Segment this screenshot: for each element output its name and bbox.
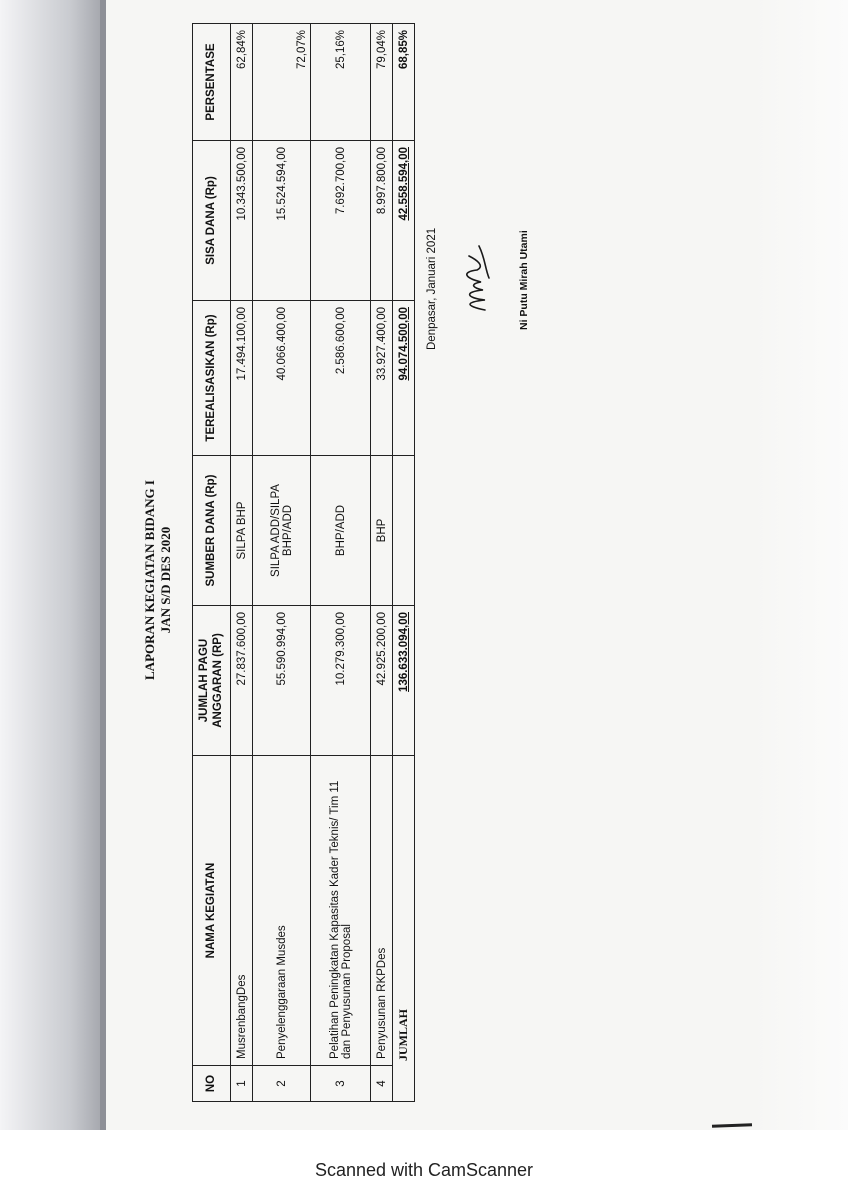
report-table bbox=[192, 23, 415, 1102]
table-row bbox=[231, 24, 253, 1102]
rotated-document bbox=[100, 30, 848, 1130]
cell-pagu: 27.837.600,00 bbox=[231, 606, 253, 756]
cell-pagu: 55.590.994,00 bbox=[253, 606, 311, 756]
scanner-watermark: Scanned with CamScanner bbox=[314, 1160, 534, 1180]
total-realisasi: 94.074.500,00 bbox=[393, 301, 415, 456]
place-date: Denpasar, Januari 2021 bbox=[426, 227, 438, 350]
cell-no: 4 bbox=[371, 1066, 393, 1102]
table-row bbox=[311, 24, 371, 1102]
table-row bbox=[371, 24, 393, 1102]
table-total-row bbox=[393, 24, 415, 1102]
header-sumber-dana: SUMBER DANA (Rp) bbox=[193, 456, 231, 606]
header-persentase: PERSENTASE bbox=[193, 24, 231, 141]
header-jumlah-pagu: JUMLAH PAGU ANGGARAN (RP) bbox=[193, 606, 231, 756]
cell-sumber: BHP bbox=[371, 456, 393, 606]
header-sisa-dana: SISA DANA (Rp) bbox=[193, 141, 231, 301]
cell-realisasi: 33.927.400,00 bbox=[371, 301, 393, 456]
cell-nama: Penyusunan RKPDes bbox=[371, 756, 393, 1066]
cell-persen: 79,04% bbox=[371, 24, 393, 141]
cell-nama: Pelatihan Peningkatan Kapasitas Kader Teknis/ Tim 11 dan Penyusunan Proposal bbox=[311, 756, 371, 1066]
signer-name: Ni Putu Mirah Utami bbox=[518, 230, 530, 330]
table-header-row bbox=[193, 24, 231, 1102]
cell-no: 1 bbox=[231, 1066, 253, 1102]
cell-realisasi: 17.494.100,00 bbox=[231, 301, 253, 456]
document-title: LAPORAN KEGIATAN BIDANG I bbox=[142, 480, 157, 680]
cell-no: 2 bbox=[253, 1066, 311, 1102]
cell-sumber: SILPA ADD/SILPA BHP/ADD bbox=[253, 456, 311, 606]
header-nama-kegiatan: NAMA KEGIATAN bbox=[193, 756, 231, 1066]
total-label: JUMLAH bbox=[393, 756, 415, 1102]
cell-persen: 72,07% bbox=[253, 24, 311, 141]
table-row bbox=[253, 24, 311, 1102]
header-terealisasikan: TEREALISASIKAN (Rp) bbox=[193, 301, 231, 456]
cell-sisa: 7.692.700,00 bbox=[311, 141, 371, 301]
cell-nama: MusrenbangDes bbox=[231, 756, 253, 1066]
handwritten-signature bbox=[455, 238, 500, 318]
cell-nama: Penyelenggaraan Musdes bbox=[253, 756, 311, 1066]
document-subtitle: JAN S/D DES 2020 bbox=[158, 526, 173, 634]
cell-pagu: 42.925.200,00 bbox=[371, 606, 393, 756]
cell-sumber: BHP/ADD bbox=[311, 456, 371, 606]
cell-sumber: SILPA BHP bbox=[231, 456, 253, 606]
total-pagu: 136.633.094,00 bbox=[393, 606, 415, 756]
cell-pagu: 10.279.300,00 bbox=[311, 606, 371, 756]
total-sisa: 42.558.594,00 bbox=[393, 141, 415, 301]
cell-sisa: 15.524.594,00 bbox=[253, 141, 311, 301]
total-persen: 68,85% bbox=[393, 24, 415, 141]
cell-realisasi: 2.586.600,00 bbox=[311, 301, 371, 456]
header-no: NO bbox=[193, 1066, 231, 1102]
total-sumber-empty bbox=[393, 456, 415, 606]
cell-persen: 62,84% bbox=[231, 24, 253, 141]
cell-sisa: 8.997.800,00 bbox=[371, 141, 393, 301]
cell-persen: 25,16% bbox=[311, 24, 371, 141]
scan-edge bbox=[0, 0, 100, 1130]
cell-sisa: 10.343.500,00 bbox=[231, 141, 253, 301]
cell-realisasi: 40.066.400,00 bbox=[253, 301, 311, 456]
cell-no: 3 bbox=[311, 1066, 371, 1102]
